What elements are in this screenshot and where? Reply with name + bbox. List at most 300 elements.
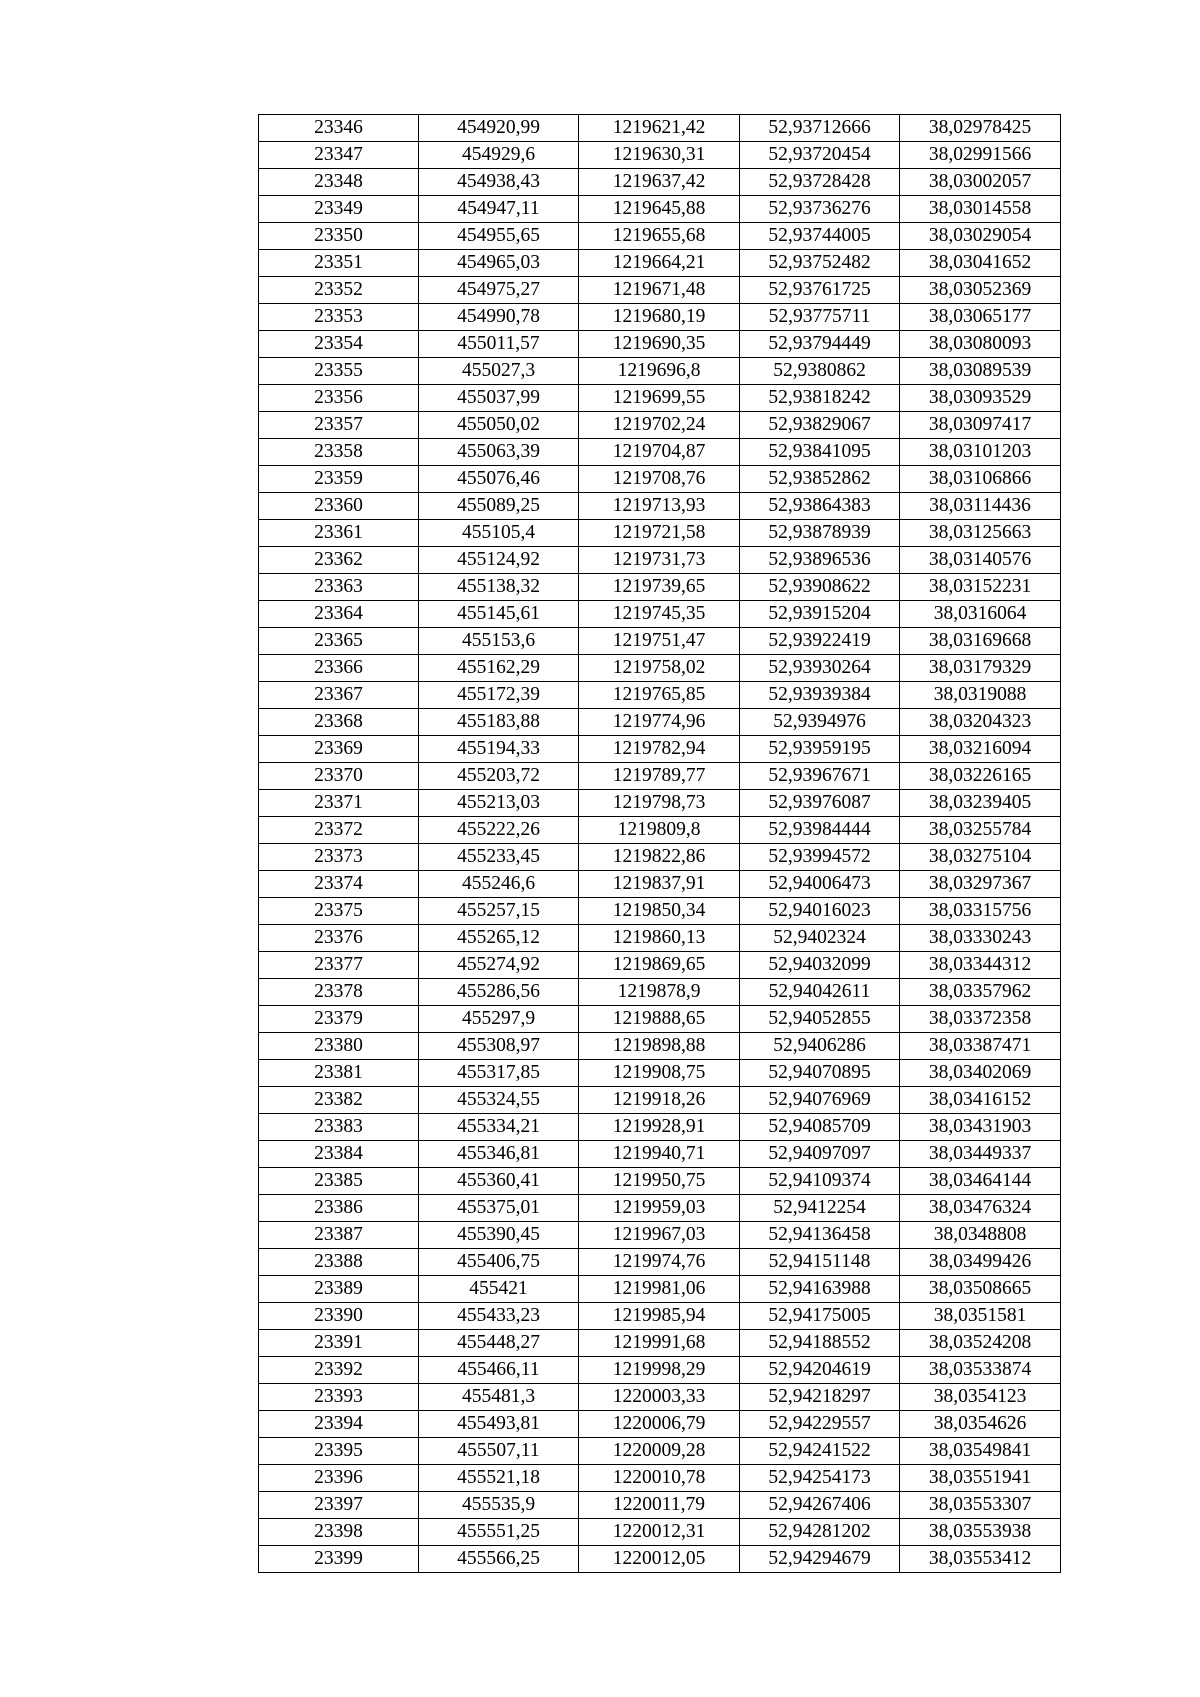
longitude-cell: 38,03553938 <box>900 1519 1061 1546</box>
point-number-cell: 23377 <box>259 952 419 979</box>
y-coordinate-cell: 1219998,29 <box>579 1357 740 1384</box>
y-coordinate-cell: 1219655,68 <box>579 223 740 250</box>
y-coordinate-cell: 1219950,75 <box>579 1168 740 1195</box>
x-coordinate-cell: 454938,43 <box>419 169 579 196</box>
latitude-cell: 52,93939384 <box>740 682 900 709</box>
y-coordinate-cell: 1219645,88 <box>579 196 740 223</box>
y-coordinate-cell: 1219967,03 <box>579 1222 740 1249</box>
longitude-cell: 38,03431903 <box>900 1114 1061 1141</box>
x-coordinate-cell: 455037,99 <box>419 385 579 412</box>
y-coordinate-cell: 1219704,87 <box>579 439 740 466</box>
y-coordinate-cell: 1219809,8 <box>579 817 740 844</box>
x-coordinate-cell: 455050,02 <box>419 412 579 439</box>
point-number-cell: 23394 <box>259 1411 419 1438</box>
latitude-cell: 52,9394976 <box>740 709 900 736</box>
table-row <box>259 331 1061 358</box>
table-row <box>259 196 1061 223</box>
point-number-cell: 23375 <box>259 898 419 925</box>
point-number-cell: 23349 <box>259 196 419 223</box>
y-coordinate-cell: 1220003,33 <box>579 1384 740 1411</box>
table-row <box>259 1384 1061 1411</box>
longitude-cell: 38,03002057 <box>900 169 1061 196</box>
longitude-cell: 38,03297367 <box>900 871 1061 898</box>
point-number-cell: 23398 <box>259 1519 419 1546</box>
table-row <box>259 1060 1061 1087</box>
latitude-cell: 52,94136458 <box>740 1222 900 1249</box>
longitude-cell: 38,03476324 <box>900 1195 1061 1222</box>
point-number-cell: 23397 <box>259 1492 419 1519</box>
point-number-cell: 23382 <box>259 1087 419 1114</box>
latitude-cell: 52,93967671 <box>740 763 900 790</box>
x-coordinate-cell: 455145,61 <box>419 601 579 628</box>
y-coordinate-cell: 1219758,02 <box>579 655 740 682</box>
longitude-cell: 38,03508665 <box>900 1276 1061 1303</box>
latitude-cell: 52,94032099 <box>740 952 900 979</box>
latitude-cell: 52,94163988 <box>740 1276 900 1303</box>
latitude-cell: 52,93864383 <box>740 493 900 520</box>
table-row <box>259 763 1061 790</box>
y-coordinate-cell: 1219765,85 <box>579 682 740 709</box>
longitude-cell: 38,03216094 <box>900 736 1061 763</box>
longitude-cell: 38,03449337 <box>900 1141 1061 1168</box>
x-coordinate-cell: 455507,11 <box>419 1438 579 1465</box>
table-row <box>259 952 1061 979</box>
point-number-cell: 23370 <box>259 763 419 790</box>
table-row <box>259 142 1061 169</box>
longitude-cell: 38,03093529 <box>900 385 1061 412</box>
y-coordinate-cell: 1219878,9 <box>579 979 740 1006</box>
y-coordinate-cell: 1219708,76 <box>579 466 740 493</box>
latitude-cell: 52,94188552 <box>740 1330 900 1357</box>
longitude-cell: 38,03065177 <box>900 304 1061 331</box>
point-number-cell: 23395 <box>259 1438 419 1465</box>
point-number-cell: 23390 <box>259 1303 419 1330</box>
latitude-cell: 52,94109374 <box>740 1168 900 1195</box>
x-coordinate-cell: 455265,12 <box>419 925 579 952</box>
x-coordinate-cell: 455406,75 <box>419 1249 579 1276</box>
y-coordinate-cell: 1219822,86 <box>579 844 740 871</box>
longitude-cell: 38,03464144 <box>900 1168 1061 1195</box>
latitude-cell: 52,94218297 <box>740 1384 900 1411</box>
latitude-cell: 52,9380862 <box>740 358 900 385</box>
table-row <box>259 1087 1061 1114</box>
table-row <box>259 1168 1061 1195</box>
x-coordinate-cell: 455203,72 <box>419 763 579 790</box>
point-number-cell: 23361 <box>259 520 419 547</box>
y-coordinate-cell: 1219928,91 <box>579 1114 740 1141</box>
point-number-cell: 23371 <box>259 790 419 817</box>
x-coordinate-cell: 454947,11 <box>419 196 579 223</box>
longitude-cell: 38,03553307 <box>900 1492 1061 1519</box>
table-row <box>259 1465 1061 1492</box>
latitude-cell: 52,93994572 <box>740 844 900 871</box>
point-number-cell: 23356 <box>259 385 419 412</box>
y-coordinate-cell: 1219731,73 <box>579 547 740 574</box>
x-coordinate-cell: 455297,9 <box>419 1006 579 1033</box>
longitude-cell: 38,03125663 <box>900 520 1061 547</box>
point-number-cell: 23362 <box>259 547 419 574</box>
table-row <box>259 1411 1061 1438</box>
longitude-cell: 38,03372358 <box>900 1006 1061 1033</box>
point-number-cell: 23387 <box>259 1222 419 1249</box>
table-row <box>259 466 1061 493</box>
y-coordinate-cell: 1219850,34 <box>579 898 740 925</box>
y-coordinate-cell: 1219721,58 <box>579 520 740 547</box>
y-coordinate-cell: 1219696,8 <box>579 358 740 385</box>
table-row <box>259 1006 1061 1033</box>
point-number-cell: 23369 <box>259 736 419 763</box>
longitude-cell: 38,03357962 <box>900 979 1061 1006</box>
y-coordinate-cell: 1220012,05 <box>579 1546 740 1573</box>
x-coordinate-cell: 455183,88 <box>419 709 579 736</box>
latitude-cell: 52,94294679 <box>740 1546 900 1573</box>
point-number-cell: 23391 <box>259 1330 419 1357</box>
x-coordinate-cell: 455421 <box>419 1276 579 1303</box>
longitude-cell: 38,03089539 <box>900 358 1061 385</box>
x-coordinate-cell: 455138,32 <box>419 574 579 601</box>
point-number-cell: 23396 <box>259 1465 419 1492</box>
longitude-cell: 38,0351581 <box>900 1303 1061 1330</box>
longitude-cell: 38,03416152 <box>900 1087 1061 1114</box>
point-number-cell: 23353 <box>259 304 419 331</box>
point-number-cell: 23389 <box>259 1276 419 1303</box>
x-coordinate-cell: 455317,85 <box>419 1060 579 1087</box>
latitude-cell: 52,93959195 <box>740 736 900 763</box>
x-coordinate-cell: 454929,6 <box>419 142 579 169</box>
point-number-cell: 23388 <box>259 1249 419 1276</box>
x-coordinate-cell: 455027,3 <box>419 358 579 385</box>
x-coordinate-cell: 455346,81 <box>419 1141 579 1168</box>
table-row <box>259 1303 1061 1330</box>
x-coordinate-cell: 455448,27 <box>419 1330 579 1357</box>
point-number-cell: 23367 <box>259 682 419 709</box>
longitude-cell: 38,0319088 <box>900 682 1061 709</box>
table-row <box>259 115 1061 142</box>
table-row <box>259 979 1061 1006</box>
point-number-cell: 23372 <box>259 817 419 844</box>
point-number-cell: 23380 <box>259 1033 419 1060</box>
longitude-cell: 38,03041652 <box>900 250 1061 277</box>
table-row <box>259 439 1061 466</box>
y-coordinate-cell: 1220011,79 <box>579 1492 740 1519</box>
longitude-cell: 38,03179329 <box>900 655 1061 682</box>
x-coordinate-cell: 455172,39 <box>419 682 579 709</box>
longitude-cell: 38,03549841 <box>900 1438 1061 1465</box>
latitude-cell: 52,93829067 <box>740 412 900 439</box>
x-coordinate-cell: 455233,45 <box>419 844 579 871</box>
table-row <box>259 709 1061 736</box>
table-row <box>259 1546 1061 1573</box>
table-row <box>259 628 1061 655</box>
x-coordinate-cell: 455308,97 <box>419 1033 579 1060</box>
longitude-cell: 38,03239405 <box>900 790 1061 817</box>
point-number-cell: 23350 <box>259 223 419 250</box>
y-coordinate-cell: 1219869,65 <box>579 952 740 979</box>
y-coordinate-cell: 1219664,21 <box>579 250 740 277</box>
y-coordinate-cell: 1219888,65 <box>579 1006 740 1033</box>
longitude-cell: 38,03152231 <box>900 574 1061 601</box>
latitude-cell: 52,94267406 <box>740 1492 900 1519</box>
latitude-cell: 52,93908622 <box>740 574 900 601</box>
x-coordinate-cell: 455222,26 <box>419 817 579 844</box>
y-coordinate-cell: 1219630,31 <box>579 142 740 169</box>
x-coordinate-cell: 455481,3 <box>419 1384 579 1411</box>
table-row <box>259 1357 1061 1384</box>
x-coordinate-cell: 455360,41 <box>419 1168 579 1195</box>
point-number-cell: 23384 <box>259 1141 419 1168</box>
y-coordinate-cell: 1219680,19 <box>579 304 740 331</box>
longitude-cell: 38,03014558 <box>900 196 1061 223</box>
table-row <box>259 601 1061 628</box>
y-coordinate-cell: 1220012,31 <box>579 1519 740 1546</box>
table-row <box>259 1492 1061 1519</box>
point-number-cell: 23358 <box>259 439 419 466</box>
latitude-cell: 52,93720454 <box>740 142 900 169</box>
table-row <box>259 169 1061 196</box>
point-number-cell: 23378 <box>259 979 419 1006</box>
y-coordinate-cell: 1219991,68 <box>579 1330 740 1357</box>
latitude-cell: 52,93878939 <box>740 520 900 547</box>
latitude-cell: 52,93930264 <box>740 655 900 682</box>
y-coordinate-cell: 1219702,24 <box>579 412 740 439</box>
x-coordinate-cell: 455466,11 <box>419 1357 579 1384</box>
latitude-cell: 52,93841095 <box>740 439 900 466</box>
longitude-cell: 38,03204323 <box>900 709 1061 736</box>
latitude-cell: 52,94070895 <box>740 1060 900 1087</box>
x-coordinate-cell: 454965,03 <box>419 250 579 277</box>
latitude-cell: 52,94241522 <box>740 1438 900 1465</box>
latitude-cell: 52,94052855 <box>740 1006 900 1033</box>
x-coordinate-cell: 455153,6 <box>419 628 579 655</box>
table-row <box>259 736 1061 763</box>
y-coordinate-cell: 1219637,42 <box>579 169 740 196</box>
point-number-cell: 23381 <box>259 1060 419 1087</box>
latitude-cell: 52,94076969 <box>740 1087 900 1114</box>
latitude-cell: 52,94281202 <box>740 1519 900 1546</box>
point-number-cell: 23368 <box>259 709 419 736</box>
y-coordinate-cell: 1219985,94 <box>579 1303 740 1330</box>
y-coordinate-cell: 1219671,48 <box>579 277 740 304</box>
point-number-cell: 23376 <box>259 925 419 952</box>
latitude-cell: 52,93752482 <box>740 250 900 277</box>
latitude-cell: 52,93922419 <box>740 628 900 655</box>
table-row <box>259 277 1061 304</box>
y-coordinate-cell: 1219798,73 <box>579 790 740 817</box>
latitude-cell: 52,94175005 <box>740 1303 900 1330</box>
y-coordinate-cell: 1219908,75 <box>579 1060 740 1087</box>
x-coordinate-cell: 455551,25 <box>419 1519 579 1546</box>
point-number-cell: 23366 <box>259 655 419 682</box>
latitude-cell: 52,93744005 <box>740 223 900 250</box>
table-row <box>259 574 1061 601</box>
longitude-cell: 38,03315756 <box>900 898 1061 925</box>
point-number-cell: 23359 <box>259 466 419 493</box>
longitude-cell: 38,03101203 <box>900 439 1061 466</box>
table-row <box>259 1222 1061 1249</box>
x-coordinate-cell: 455493,81 <box>419 1411 579 1438</box>
longitude-cell: 38,03255784 <box>900 817 1061 844</box>
latitude-cell: 52,93794449 <box>740 331 900 358</box>
longitude-cell: 38,03140576 <box>900 547 1061 574</box>
x-coordinate-cell: 455194,33 <box>419 736 579 763</box>
table-row <box>259 1330 1061 1357</box>
x-coordinate-cell: 455089,25 <box>419 493 579 520</box>
y-coordinate-cell: 1220009,28 <box>579 1438 740 1465</box>
y-coordinate-cell: 1219981,06 <box>579 1276 740 1303</box>
longitude-cell: 38,03275104 <box>900 844 1061 871</box>
x-coordinate-cell: 455535,9 <box>419 1492 579 1519</box>
x-coordinate-cell: 455162,29 <box>419 655 579 682</box>
y-coordinate-cell: 1219837,91 <box>579 871 740 898</box>
table-row <box>259 1438 1061 1465</box>
point-number-cell: 23373 <box>259 844 419 871</box>
latitude-cell: 52,94204619 <box>740 1357 900 1384</box>
latitude-cell: 52,94016023 <box>740 898 900 925</box>
x-coordinate-cell: 455076,46 <box>419 466 579 493</box>
x-coordinate-cell: 455124,92 <box>419 547 579 574</box>
y-coordinate-cell: 1219789,77 <box>579 763 740 790</box>
longitude-cell: 38,03097417 <box>900 412 1061 439</box>
x-coordinate-cell: 455213,03 <box>419 790 579 817</box>
longitude-cell: 38,03344312 <box>900 952 1061 979</box>
longitude-cell: 38,02991566 <box>900 142 1061 169</box>
point-number-cell: 23352 <box>259 277 419 304</box>
table-row <box>259 682 1061 709</box>
latitude-cell: 52,94006473 <box>740 871 900 898</box>
point-number-cell: 23383 <box>259 1114 419 1141</box>
table-row <box>259 1249 1061 1276</box>
point-number-cell: 23374 <box>259 871 419 898</box>
latitude-cell: 52,93818242 <box>740 385 900 412</box>
table-row <box>259 385 1061 412</box>
point-number-cell: 23379 <box>259 1006 419 1033</box>
y-coordinate-cell: 1219621,42 <box>579 115 740 142</box>
table-row <box>259 412 1061 439</box>
point-number-cell: 23385 <box>259 1168 419 1195</box>
y-coordinate-cell: 1220006,79 <box>579 1411 740 1438</box>
latitude-cell: 52,94151148 <box>740 1249 900 1276</box>
x-coordinate-cell: 455246,6 <box>419 871 579 898</box>
longitude-cell: 38,0354626 <box>900 1411 1061 1438</box>
x-coordinate-cell: 455521,18 <box>419 1465 579 1492</box>
latitude-cell: 52,94097097 <box>740 1141 900 1168</box>
x-coordinate-cell: 455274,92 <box>419 952 579 979</box>
y-coordinate-cell: 1219745,35 <box>579 601 740 628</box>
longitude-cell: 38,03524208 <box>900 1330 1061 1357</box>
table-row <box>259 817 1061 844</box>
point-number-cell: 23347 <box>259 142 419 169</box>
point-number-cell: 23348 <box>259 169 419 196</box>
longitude-cell: 38,02978425 <box>900 115 1061 142</box>
x-coordinate-cell: 455566,25 <box>419 1546 579 1573</box>
y-coordinate-cell: 1219713,93 <box>579 493 740 520</box>
point-number-cell: 23357 <box>259 412 419 439</box>
point-number-cell: 23363 <box>259 574 419 601</box>
table-row <box>259 547 1061 574</box>
y-coordinate-cell: 1219739,65 <box>579 574 740 601</box>
x-coordinate-cell: 455390,45 <box>419 1222 579 1249</box>
latitude-cell: 52,93915204 <box>740 601 900 628</box>
longitude-cell: 38,03533874 <box>900 1357 1061 1384</box>
x-coordinate-cell: 455257,15 <box>419 898 579 925</box>
x-coordinate-cell: 455433,23 <box>419 1303 579 1330</box>
point-number-cell: 23364 <box>259 601 419 628</box>
point-number-cell: 23346 <box>259 115 419 142</box>
point-number-cell: 23360 <box>259 493 419 520</box>
latitude-cell: 52,93775711 <box>740 304 900 331</box>
x-coordinate-cell: 455286,56 <box>419 979 579 1006</box>
point-number-cell: 23351 <box>259 250 419 277</box>
latitude-cell: 52,93761725 <box>740 277 900 304</box>
y-coordinate-cell: 1219860,13 <box>579 925 740 952</box>
longitude-cell: 38,03114436 <box>900 493 1061 520</box>
x-coordinate-cell: 454955,65 <box>419 223 579 250</box>
table-row <box>259 358 1061 385</box>
table-row <box>259 1276 1061 1303</box>
latitude-cell: 52,93728428 <box>740 169 900 196</box>
longitude-cell: 38,03029054 <box>900 223 1061 250</box>
y-coordinate-cell: 1219974,76 <box>579 1249 740 1276</box>
point-number-cell: 23399 <box>259 1546 419 1573</box>
point-number-cell: 23392 <box>259 1357 419 1384</box>
x-coordinate-cell: 455334,21 <box>419 1114 579 1141</box>
longitude-cell: 38,03226165 <box>900 763 1061 790</box>
point-number-cell: 23365 <box>259 628 419 655</box>
table-row <box>259 871 1061 898</box>
table-row <box>259 1519 1061 1546</box>
coordinates-table-body <box>259 115 1061 1573</box>
table-row <box>259 655 1061 682</box>
latitude-cell: 52,93736276 <box>740 196 900 223</box>
table-row <box>259 304 1061 331</box>
longitude-cell: 38,03080093 <box>900 331 1061 358</box>
table-row <box>259 790 1061 817</box>
table-row <box>259 1033 1061 1060</box>
y-coordinate-cell: 1219690,35 <box>579 331 740 358</box>
latitude-cell: 52,94254173 <box>740 1465 900 1492</box>
latitude-cell: 52,93712666 <box>740 115 900 142</box>
table-row <box>259 223 1061 250</box>
latitude-cell: 52,93976087 <box>740 790 900 817</box>
y-coordinate-cell: 1219774,96 <box>579 709 740 736</box>
longitude-cell: 38,03106866 <box>900 466 1061 493</box>
point-number-cell: 23354 <box>259 331 419 358</box>
longitude-cell: 38,03499426 <box>900 1249 1061 1276</box>
latitude-cell: 52,93852862 <box>740 466 900 493</box>
point-number-cell: 23393 <box>259 1384 419 1411</box>
longitude-cell: 38,03330243 <box>900 925 1061 952</box>
y-coordinate-cell: 1219782,94 <box>579 736 740 763</box>
longitude-cell: 38,0316064 <box>900 601 1061 628</box>
longitude-cell: 38,03052369 <box>900 277 1061 304</box>
longitude-cell: 38,03169668 <box>900 628 1061 655</box>
x-coordinate-cell: 454990,78 <box>419 304 579 331</box>
x-coordinate-cell: 455063,39 <box>419 439 579 466</box>
table-row <box>259 1114 1061 1141</box>
table-row <box>259 1141 1061 1168</box>
y-coordinate-cell: 1220010,78 <box>579 1465 740 1492</box>
y-coordinate-cell: 1219751,47 <box>579 628 740 655</box>
latitude-cell: 52,9406286 <box>740 1033 900 1060</box>
point-number-cell: 23386 <box>259 1195 419 1222</box>
x-coordinate-cell: 455324,55 <box>419 1087 579 1114</box>
longitude-cell: 38,0354123 <box>900 1384 1061 1411</box>
x-coordinate-cell: 454975,27 <box>419 277 579 304</box>
longitude-cell: 38,03551941 <box>900 1465 1061 1492</box>
y-coordinate-cell: 1219898,88 <box>579 1033 740 1060</box>
y-coordinate-cell: 1219699,55 <box>579 385 740 412</box>
coordinates-table <box>258 114 1061 1573</box>
